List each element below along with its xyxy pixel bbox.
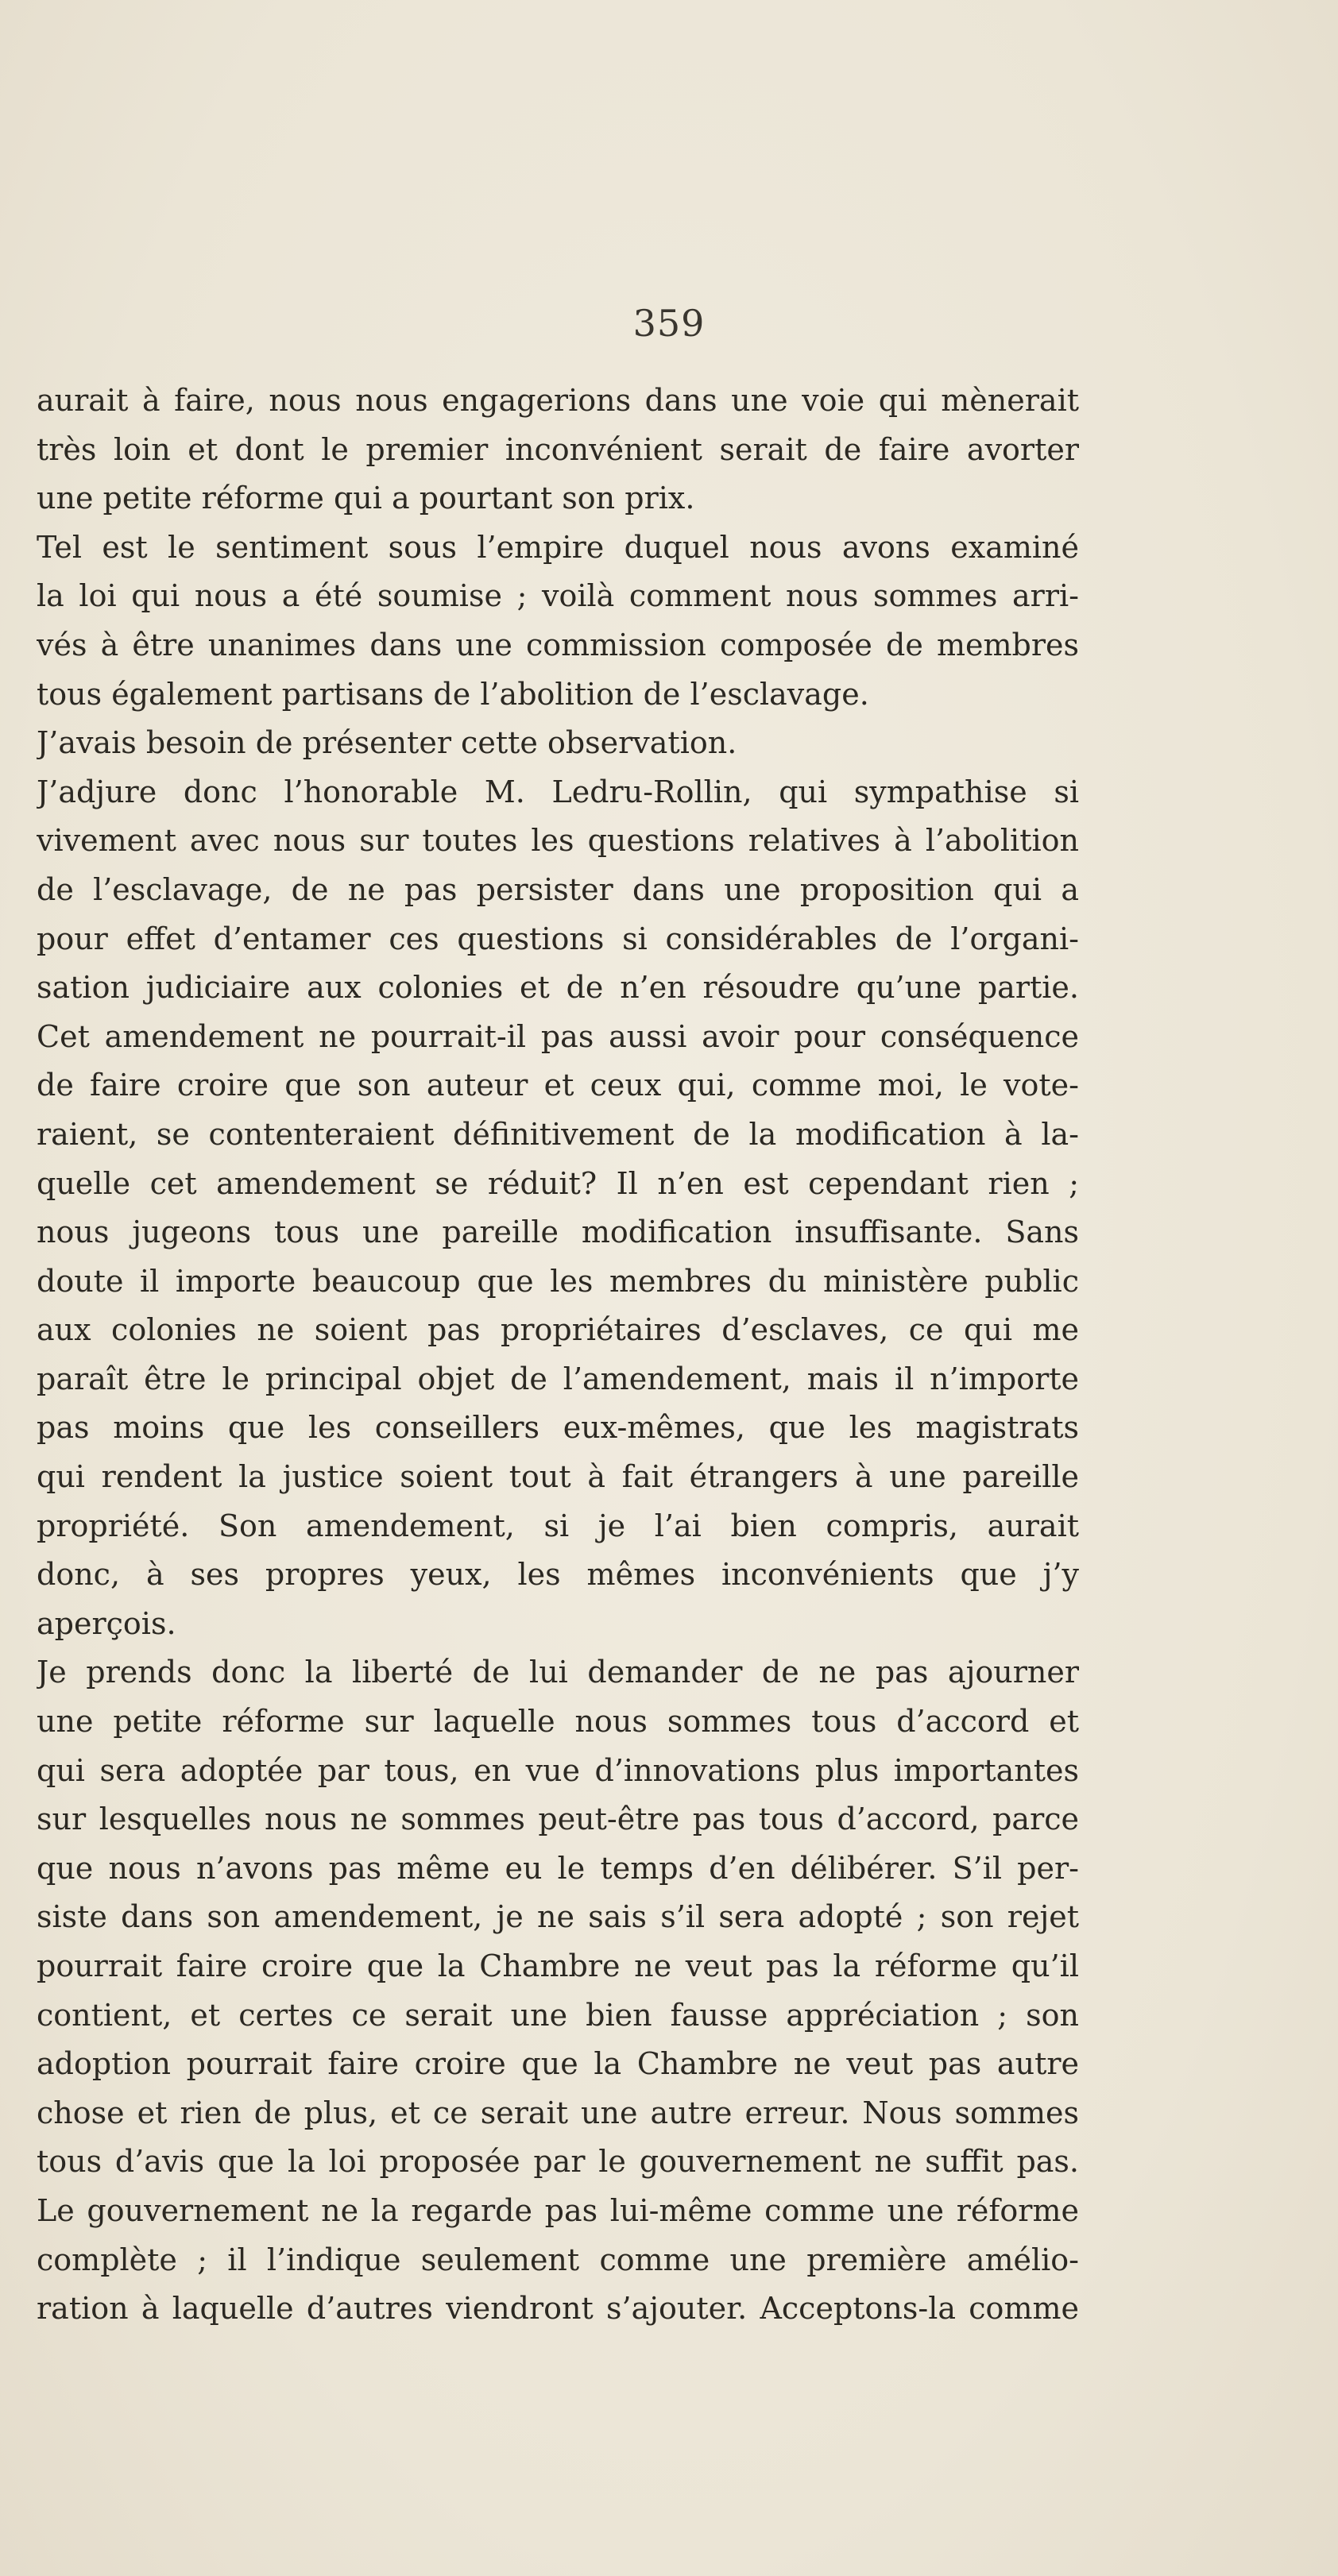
text-line: qui sera adoptée par tous, en vue d’innovations plus importantes bbox=[37, 1752, 1079, 1788]
text-line: Tel est le sentiment sous l’empire duquel nous avons examiné bbox=[37, 529, 1079, 565]
text-line: J’adjure donc l’honorable M. Ledru-Rollin, qui sympathise si bbox=[37, 774, 1079, 809]
page-number: 359 bbox=[632, 302, 706, 345]
text-line: vés à être unanimes dans une commission composée de membres bbox=[37, 627, 1079, 662]
text-line: aurait à faire, nous nous engagerions dans une voie qui mènerait bbox=[37, 383, 1079, 418]
text-line: quelle cet amendement se réduit? Il n’en est cependant rien ; bbox=[37, 1165, 1079, 1201]
text-line: complète ; il l’indique seulement comme une première amélio- bbox=[37, 2242, 1079, 2277]
text-line: raient, se contenteraient définitivement de la modification à la- bbox=[37, 1116, 1079, 1152]
text-line: donc, à ses propres yeux, les mêmes inconvénients que j’y bbox=[37, 1557, 1079, 1593]
text-line: tous d’avis que la loi proposée par le gouvernement ne suffit pas. bbox=[37, 2144, 1079, 2180]
text-line: de faire croire que son auteur et ceux qui, comme moi, le vote- bbox=[37, 1068, 1079, 1103]
text-line: vivement avec nous sur toutes les questions relatives à l’abolition bbox=[37, 823, 1079, 859]
text-line: une petite réforme sur laquelle nous sommes tous d’accord et bbox=[37, 1704, 1079, 1740]
body-text bbox=[37, 377, 1079, 2334]
text-line: qui rendent la justice soient tout à fait étrangers à une pareille bbox=[37, 1459, 1079, 1495]
text-line: très loin et dont le premier inconvénient serait de faire avorter bbox=[37, 431, 1079, 467]
text-line: pas moins que les conseillers eux-mêmes, que les magistrats bbox=[37, 1410, 1079, 1446]
text-line: paraît être le principal objet de l’amendement, mais il n’importe bbox=[37, 1361, 1079, 1396]
text-line: pourrait faire croire que la Chambre ne veut pas la réforme qu’il bbox=[37, 1948, 1079, 1983]
text-line: ration à laquelle d’autres viendront s’ajouter. Acceptons-la comme bbox=[37, 2291, 1079, 2327]
text-line: contient, et certes ce serait une bien fausse appréciation ; son bbox=[37, 1997, 1079, 2033]
text-line: Le gouvernement ne la regarde pas lui-même comme une réforme bbox=[37, 2192, 1079, 2228]
text-line: chose et rien de plus, et ce serait une autre erreur. Nous sommes bbox=[37, 2095, 1079, 2130]
text-line: une petite réforme qui a pourtant son prix. bbox=[37, 481, 695, 516]
text-line: Cet amendement ne pourrait-il pas aussi avoir pour conséquence bbox=[37, 1018, 1079, 1054]
text-line: tous également partisans de l’abolition de l’esclavage. bbox=[37, 676, 869, 712]
text-line: aperçois. bbox=[37, 1605, 176, 1641]
text-line: nous jugeons tous une pareille modification insuffisante. Sans bbox=[37, 1215, 1079, 1250]
text-line: de l’esclavage, de ne pas persister dans une proposition qui a bbox=[37, 871, 1079, 907]
text-line: J’avais besoin de présenter cette observation. bbox=[37, 725, 737, 761]
text-line: adoption pourrait faire croire que la Chambre ne veut pas autre bbox=[37, 2046, 1079, 2082]
text-line: doute il importe beaucoup que les membres du ministère public bbox=[37, 1263, 1079, 1299]
text-line: la loi qui nous a été soumise ; voilà comment nous sommes arri- bbox=[37, 578, 1079, 614]
text-line: siste dans son amendement, je ne sais s’il sera adopté ; son rejet bbox=[37, 1899, 1079, 1935]
text-line: pour effet d’entamer ces questions si considérables de l’organi- bbox=[37, 921, 1079, 956]
text-line: Je prends donc la liberté de lui demander de ne pas ajourner bbox=[37, 1655, 1079, 1690]
text-line: sation judiciaire aux colonies et de n’en résoudre qu’une partie. bbox=[37, 970, 1079, 1006]
text-line: sur lesquelles nous ne sommes peut-être pas tous d’accord, parce bbox=[37, 1802, 1079, 1837]
text-line: propriété. Son amendement, si je l’ai bien compris, aurait bbox=[37, 1508, 1079, 1543]
text-line: aux colonies ne soient pas propriétaires d’esclaves, ce qui me bbox=[37, 1312, 1079, 1348]
text-line: que nous n’avons pas même eu le temps d’en délibérer. S’il per- bbox=[37, 1850, 1079, 1886]
